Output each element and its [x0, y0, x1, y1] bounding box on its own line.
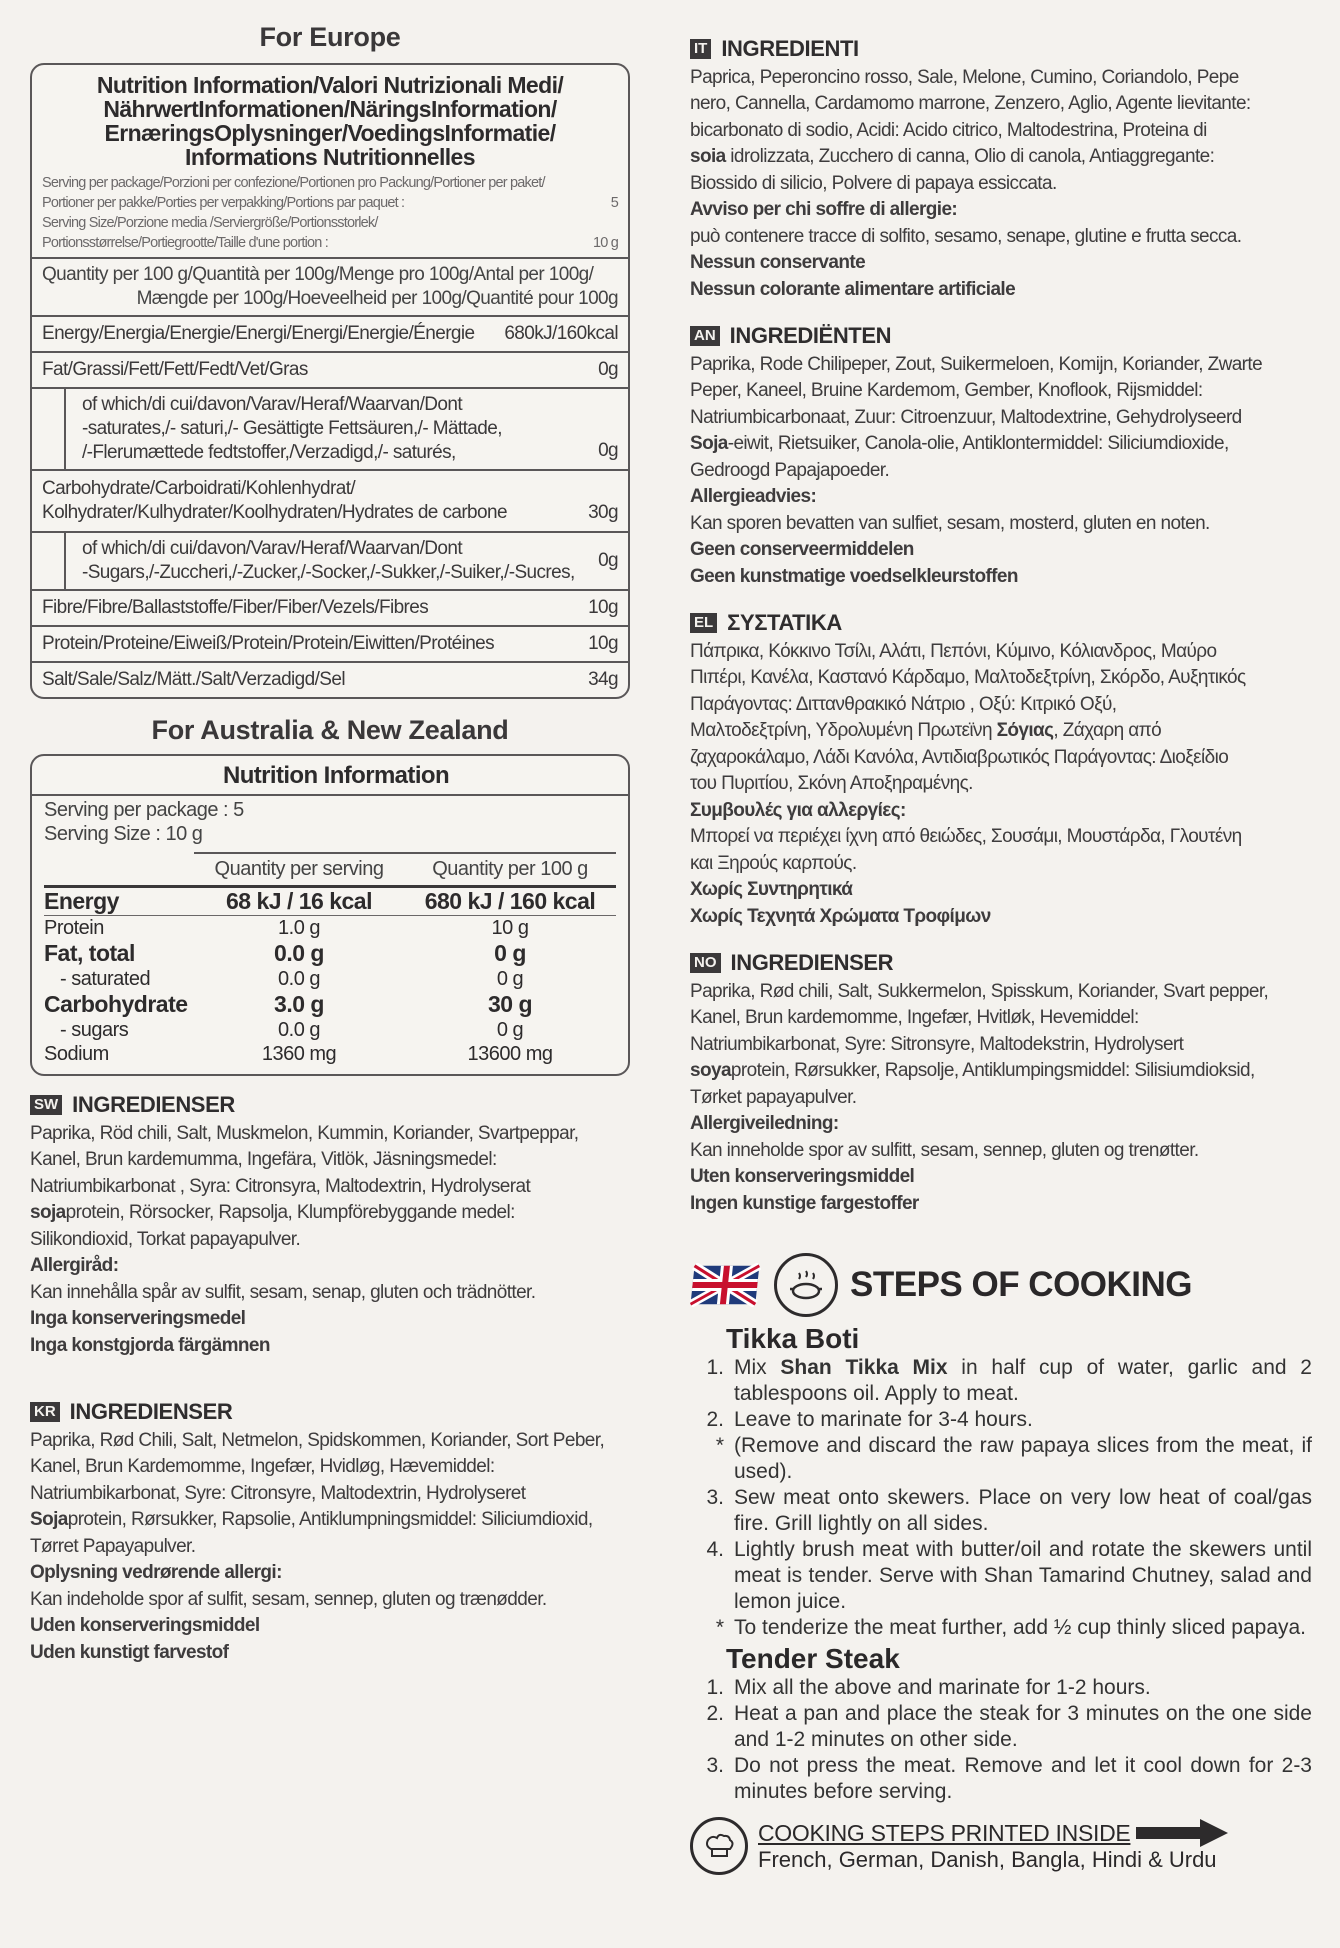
nutrient-value: 680kJ/160kcal — [504, 323, 618, 344]
no-preservative: Uten konserveringsmiddel — [690, 1166, 915, 1187]
anz-serving-info — [44, 796, 616, 846]
step-text-part: Lightly brush meat with butter/oil and rotate the skewers until meat is tender. Serve with Shan Tamarind Chutney, salad and lemon juice. — [734, 1538, 1312, 1613]
serving-value: 68 kJ / 16 kcal — [194, 887, 404, 916]
step-text — [734, 1675, 1312, 1701]
serving-size-value: 10 g — [592, 235, 618, 251]
allergen-bold: Σόγιας — [996, 720, 1054, 741]
cooking-step — [690, 1433, 1312, 1485]
serving-per-package-label: Portioner per pakke/Porties per verpakking/Portions par paquet : — [42, 195, 405, 211]
right-column — [690, 36, 1312, 1875]
allergy-text: Kan inneholde spor av sulfitt, sesam, sennep, gluten og trenøtter. — [690, 1139, 1199, 1161]
nutrient-row-protein — [32, 627, 628, 663]
no-colour: Ingen kunstige fargestoffer — [690, 1192, 919, 1214]
table-row — [44, 887, 616, 916]
step-text — [734, 1355, 1312, 1407]
table-header-blank — [44, 853, 194, 887]
language-code-badge: EL — [690, 613, 717, 633]
language-code-badge: KR — [30, 1402, 60, 1422]
table-header-row — [44, 853, 616, 887]
serving-value: 3.0 g — [274, 991, 324, 1017]
language-code-badge: IT — [690, 39, 711, 59]
ingredient-line: Παράγοντας: Διττανθρακικό Νάτριο , Οξύ: Κιτρικό Οξύ, — [690, 693, 1117, 715]
ingredient-line: ζαχαροκάλαμο, Λάδι Κανόλα, Αντιδιαβρωτικός Παράγοντας: Διοξείδιο — [690, 746, 1229, 768]
serving-value: 0.0 g — [274, 940, 324, 966]
nutrient-label: Carbohydrate — [44, 991, 188, 1017]
europe-title: For Europe — [259, 22, 401, 52]
ingredient-line: Πιπέρι, Κανέλα, Καστανό Κάρδαμο, Μαλτοδεξτρίνη, Σκόρδο, Αυξητικός — [690, 667, 1246, 688]
nutrient-label: of which/di cui/davon/Varav/Heraf/Waarvan/Dont — [82, 394, 463, 415]
no-colour: Uden kunstigt farvestof — [30, 1641, 229, 1663]
step-text — [734, 1433, 1312, 1485]
footer-printed-inside: COOKING STEPS PRINTED INSIDE — [758, 1819, 1131, 1846]
ingredient-line: Paprika, Rode Chilipeper, Zout, Suikermeloen, Komijn, Koriander, Zwarte — [690, 353, 1263, 375]
table-row — [44, 916, 616, 941]
allergy-text: Kan innehålla spår av sulfit, sesam, senap, gluten och trädnötter. — [30, 1281, 536, 1303]
per100-value: 13600 mg — [467, 1043, 553, 1065]
cooking-step — [690, 1537, 1312, 1615]
allergy-text: Kan sporen bevatten van sulfiet, sesam, mosterd, gluten en noten. — [690, 512, 1210, 534]
ingredient-line: Paprica, Peperoncino rosso, Sale, Melone, Cumino, Coriandolo, Pepe — [690, 66, 1239, 88]
ingredient-line: Natriumbicarbonaat, Zuur: Citroenzuur, Maltodextrine, Gehydrolyseerd — [690, 406, 1242, 428]
anz-title: For Australia & New Zealand — [151, 715, 509, 745]
ingredient-line: Gedroogd Papajapoeder. — [690, 459, 890, 481]
serving-value: 1.0 g — [278, 917, 320, 939]
nutrient-row-salt — [32, 663, 628, 697]
nutrient-row-fibre — [32, 591, 628, 627]
step-number: 1. — [706, 1676, 724, 1699]
nutrient-value: 10g — [588, 597, 618, 618]
product-name: Shan Tikka Mix — [780, 1356, 948, 1379]
nutrient-label: Fibre/Fibre/Ballaststoffe/Fiber/Fiber/Vezels/Fibres — [42, 597, 429, 618]
allergy-text: Kan indeholde spor af sulfit, sesam, sennep, gluten og trænødder. — [30, 1588, 547, 1610]
arrow-right-icon — [1136, 1819, 1228, 1847]
nutrient-label: Protein — [44, 917, 104, 939]
nutrient-row-carbohydrate — [32, 471, 628, 533]
step-number: * — [715, 1434, 724, 1457]
per100-value: 0 g — [494, 940, 526, 966]
no-preservative: Χωρίς Συντηρητικά — [690, 879, 853, 900]
ingredients-title: INGREDIËNTEN — [729, 323, 892, 348]
quantity-line: Mængde per 100g/Hoeveelheid per 100g/Quantité pour 100g — [136, 288, 618, 309]
nutrient-label: Sodium — [44, 1043, 109, 1065]
anz-serving-per-package: Serving per package : 5 — [44, 799, 244, 821]
per100-value: 0 g — [496, 1019, 524, 1041]
no-preservative: Inga konserveringsmedel — [30, 1308, 246, 1329]
ingredient-line: Kanel, Brun kardemomme, Ingefær, Hvitløk, Hevemiddel: — [690, 1007, 1139, 1028]
ingredient-line: idrolizzata, Zucchero di canna, Olio di canola, Antiaggregante: — [725, 146, 1215, 167]
cooking-footer — [690, 1817, 1312, 1875]
allergen-bold: Soja — [690, 433, 728, 454]
nutrient-label: - saturated — [60, 968, 151, 990]
allergen-bold: soia — [690, 146, 726, 167]
step-text-part: Heat a pan and place the steak for 3 minutes on the one side and 1-2 minutes on other side. — [734, 1702, 1312, 1751]
step-text — [734, 1753, 1312, 1805]
ingredient-line: Μαλτοδεξτρίνη, Υδρολυμένη Πρωτεϊνη — [690, 720, 997, 741]
table-header-100g: Quantity per 100 g — [404, 853, 616, 887]
serving-value: 0.0 g — [278, 968, 320, 990]
language-code-badge: AN — [690, 326, 720, 346]
ingredient-line: Biossido di silicio, Polvere di papaya essiccata. — [690, 172, 1057, 194]
recipe-title-tikka: Tikka Boti — [726, 1323, 860, 1354]
anz-nutrition-header: Nutrition Information — [32, 762, 628, 796]
cooking-section — [690, 1253, 1312, 1875]
allergy-text: può contenere tracce di solfito, sesamo, senape, glutine e frutta secca. — [690, 225, 1242, 247]
no-preservative: Uden konserveringsmiddel — [30, 1615, 260, 1636]
ingredient-line: Πάπρικα, Κόκκινο Τσίλι, Αλάτι, Πεπόνι, Κύμινο, Κόλιανδρος, Μαύρο — [690, 640, 1217, 662]
ingredient-line: Natriumbikarbonat, Syre: Citronsyre, Maltodextrin, Hydrolyseret — [30, 1482, 526, 1504]
serving-per-package-value: 5 — [610, 195, 618, 211]
step-number: 2. — [706, 1408, 724, 1431]
nutrient-label: Energy — [44, 887, 194, 916]
europe-quantity-header — [32, 257, 628, 317]
ingredients-an — [690, 323, 1312, 590]
step-text — [734, 1615, 1312, 1641]
ingredient-line: Tørket papayapulver. — [690, 1086, 857, 1108]
allergy-label: Avviso per chi soffre di allergie: — [690, 199, 958, 220]
cooking-step — [690, 1675, 1312, 1701]
per100-value: 10 g — [491, 917, 529, 939]
nutrient-value: 0g — [598, 359, 618, 380]
nutrient-row-saturates — [32, 389, 628, 471]
nutrient-row-energy — [32, 317, 628, 353]
per100-value: 0 g — [496, 968, 524, 990]
ingredients-title: INGREDIENSER — [72, 1092, 235, 1117]
europe-serving-info — [32, 173, 628, 257]
table-row — [44, 940, 616, 967]
step-number: 4. — [706, 1538, 724, 1561]
allergy-label: Συμβουλές για αλλεργίες: — [690, 799, 906, 821]
nutrient-label: Fat, total — [44, 940, 135, 966]
serving-per-package-label: Serving per package/Porzioni per confezione/Portionen pro Packung/Portioner per paket/ — [42, 175, 545, 191]
ingredient-line: Natriumbikarbonat , Syra: Citronsyra, Maltodextrin, Hydrolyserat — [30, 1175, 531, 1197]
ingredient-line: Peper, Kaneel, Bruine Kardemom, Gember, Knoflook, Rijsmiddel: — [690, 380, 1203, 401]
table-row — [44, 967, 616, 991]
left-column — [30, 22, 630, 1666]
table-row — [44, 1018, 616, 1042]
nutrient-label: Energy/Energia/Energie/Energi/Energi/Energie/Énergie — [42, 323, 475, 344]
language-code-badge: SW — [30, 1095, 62, 1115]
step-number: 3. — [706, 1754, 724, 1777]
step-number: * — [715, 1616, 724, 1639]
step-text — [734, 1485, 1312, 1537]
nutrient-row-fat — [32, 353, 628, 389]
ingredient-line: Paprika, Rød chili, Salt, Sukkermelon, Spisskum, Koriander, Svart pepper, — [690, 980, 1269, 1002]
step-text — [734, 1701, 1312, 1753]
serving-value: 1360 mg — [261, 1043, 337, 1065]
allergy-label: Allergieadvies: — [690, 486, 817, 507]
ingredient-line: Kanel, Brun Kardemomme, Ingefær, Hvidløg, Hævemiddel: — [30, 1456, 495, 1477]
serving-size-label: Portionsstørrelse/Portiegrootte/Taille d'une portion : — [42, 235, 328, 251]
allergy-label: Allergiråd: — [30, 1255, 119, 1276]
nutrient-label: Carbohydrate/Carboidrati/Kohlenhydrat/ — [42, 478, 356, 499]
nutrient-label: Protein/Proteine/Eiweiß/Protein/Protein/Eiwitten/Protéines — [42, 633, 495, 654]
footer-languages: French, German, Danish, Bangla, Hindi & Urdu — [758, 1847, 1217, 1872]
ingredients-title: INGREDIENSER — [69, 1399, 233, 1424]
nutrient-label: Salt/Sale/Salz/Mätt./Salt/Verzadigd/Sel — [42, 669, 345, 690]
allergen-bold: Soja — [30, 1509, 68, 1530]
serving-value: 0.0 g — [278, 1019, 320, 1041]
no-colour: Χωρίς Τεχνητά Χρώματα Τροφίμων — [690, 905, 991, 927]
step-text-part: Mix all the above and marinate for 1-2 hours. — [734, 1676, 1151, 1699]
allergy-text: και Ξηρούς καρπούς. — [690, 852, 857, 874]
recipe-title-steak: Tender Steak — [726, 1643, 900, 1674]
allergen-bold: soya — [690, 1060, 731, 1081]
allergy-text: Μπορεί να περιέχει ίχνη από θειώδες, Σουσάμι, Μουστάρδα, Γλουτένη — [690, 826, 1242, 847]
ingredient-line: Silikondioxid, Torkat papayapulver. — [30, 1228, 301, 1250]
nutrient-value: 0g — [598, 550, 618, 571]
step-number: 2. — [706, 1702, 724, 1725]
per100-value: 30 g — [487, 991, 533, 1017]
ingredient-line: Kanel, Brun kardemumma, Ingefära, Vitlök, Jäsningsmedel: — [30, 1149, 497, 1170]
no-colour: Nessun colorante alimentare artificiale — [690, 278, 1016, 300]
steak-steps-list — [690, 1675, 1312, 1805]
ingredient-line: Natriumbikarbonat, Syre: Sitronsyre, Maltodekstrin, Hydrolysert — [690, 1033, 1184, 1055]
language-code-badge: NO — [690, 953, 721, 973]
step-number: 3. — [706, 1486, 724, 1509]
anz-serving-size: Serving Size : 10 g — [44, 823, 203, 845]
step-number: 1. — [706, 1356, 724, 1379]
ingredient-line: bicarbonato di sodio, Acidi: Acido citrico, Maltodestrina, Proteina di — [690, 119, 1207, 141]
nutrient-value: 0g — [598, 440, 618, 461]
ingredient-line: protein, Rørsukker, Rapsolje, Antiklumpingsmiddel: Silisiumdioksid, — [730, 1060, 1255, 1081]
quantity-line: Quantity per 100 g/Quantità per 100g/Menge pro 100g/Antal per 100g/ — [42, 264, 594, 285]
ingredients-no — [690, 950, 1312, 1217]
nutrient-label: - sugars — [60, 1019, 129, 1041]
ingredients-title: INGREDIENTI — [721, 36, 859, 61]
cooking-step — [690, 1753, 1312, 1805]
ingredient-line: Paprika, Rød Chili, Salt, Netmelon, Spidskommen, Koriander, Sort Peber, — [30, 1429, 605, 1451]
ingredients-sw — [30, 1092, 630, 1359]
anz-nutrition-table — [44, 852, 616, 1066]
chef-hat-icon — [690, 1817, 748, 1875]
header-line: Nutrition Information/Valori Nutrizionali Medi/ — [96, 72, 564, 98]
cooking-step — [690, 1615, 1312, 1641]
cooking-title: STEPS OF COOKING — [850, 1265, 1193, 1304]
nutrient-label: Kolhydrater/Kulhydrater/Koolhydraten/Hydrates de carbone — [42, 502, 507, 523]
no-preservative: Geen conserveermiddelen — [690, 539, 914, 560]
nutrient-label: of which/di cui/davon/Varav/Heraf/Waarvan/Dont — [82, 538, 463, 559]
ingredients-title: ΣΥΣΤΑΤΙΚΑ — [727, 610, 842, 635]
cooking-step — [690, 1485, 1312, 1537]
ingredient-line: protein, Rörsocker, Rapsolja, Klumpförebyggande medel: — [65, 1202, 515, 1223]
header-line: ErnæringsOplysninger/VoedingsInformatie/ — [104, 120, 556, 146]
ingredients-it — [690, 36, 1312, 303]
step-text-part: Leave to marinate for 3-4 hours. — [734, 1408, 1033, 1431]
nutrient-value: 10g — [588, 633, 618, 654]
nutrient-label: /-Flerumættede fedtstoffer,/Verzadigd,/- saturés, — [82, 442, 456, 463]
ingredient-line: Tørret Papayapulver. — [30, 1535, 196, 1557]
nutrient-label: Fat/Grassi/Fett/Fett/Fedt/Vet/Gras — [42, 359, 308, 380]
no-preservative: Nessun conservante — [690, 252, 866, 273]
europe-nutrition-box — [30, 63, 630, 699]
nutrient-value: 30g — [588, 502, 618, 523]
header-line: NährwertInformationen/NäringsInformation/ — [103, 96, 557, 122]
step-text-part: Mix — [734, 1356, 781, 1379]
cooking-pot-icon — [774, 1253, 838, 1317]
header-line: Informations Nutritionnelles — [185, 144, 475, 170]
nutrient-label: -saturates,/- saturi,/- Gesättigte Fettsäuren,/- Mättade, — [82, 418, 502, 439]
nutrient-value: 34g — [588, 669, 618, 690]
step-text — [734, 1407, 1312, 1433]
step-text-part: Sew meat onto skewers. Place on very low heat of coal/gas fire. Grill lightly on all sides. — [734, 1486, 1312, 1535]
ingredients-el — [690, 610, 1312, 930]
table-row — [44, 991, 616, 1018]
table-row — [44, 1042, 616, 1066]
ingredients-title: INGREDIENSER — [730, 950, 894, 975]
ingredient-line: nero, Cannella, Cardamomo marrone, Zenzero, Aglio, Agente lievitante: — [690, 93, 1251, 114]
nutrient-label: -Sugars,/-Zuccheri,/-Zucker,/-Socker,/-Sukker,/-Suiker,/-Sucres, — [82, 562, 575, 583]
ingredient-line: , Ζάχαρη από — [1053, 720, 1162, 741]
serving-size-label: Serving Size/Porzione media /Serviergröße/Portionsstorlek/ — [42, 215, 378, 231]
anz-nutrition-box — [30, 754, 630, 1076]
cooking-step — [690, 1407, 1312, 1433]
allergy-label: Allergiveiledning: — [690, 1113, 839, 1134]
per100-value: 680 kJ / 160 kcal — [404, 887, 616, 916]
step-text-part: in half cup of water, garlic and 2 tablespoons oil. Apply to meat. — [734, 1356, 1312, 1405]
step-text-part: (Remove and discard the raw papaya slices from the meat, if used). — [734, 1434, 1312, 1483]
step-text — [734, 1537, 1312, 1615]
step-text-part: Do not press the meat. Remove and let it cool down for 2-3 minutes before serving. — [734, 1754, 1312, 1803]
table-header-serving: Quantity per serving — [194, 853, 404, 887]
no-colour: Geen kunstmatige voedselkleurstoffen — [690, 565, 1018, 587]
ingredient-line: του Πυριτίου, Σκόνη Αποξηραμένης. — [690, 773, 973, 794]
cooking-step — [690, 1701, 1312, 1753]
step-text-part: To tenderize the meat further, add ½ cup thinly sliced papaya. — [734, 1616, 1307, 1639]
allergy-label: Oplysning vedrørende allergi: — [30, 1562, 282, 1583]
no-colour: Inga konstgjorda färgämnen — [30, 1334, 270, 1356]
ingredient-line: Paprika, Röd chili, Salt, Muskmelon, Kummin, Koriander, Svartpeppar, — [30, 1122, 579, 1144]
nutrient-row-sugars — [32, 533, 628, 591]
ingredient-line: protein, Rørsukker, Rapsolie, Antiklumpningsmiddel: Siliciumdioxid, — [67, 1509, 593, 1530]
cooking-step — [690, 1355, 1312, 1407]
tikka-steps-list — [690, 1355, 1312, 1641]
uk-flag-icon — [690, 1263, 762, 1307]
europe-nutrition-header — [32, 65, 628, 173]
allergen-bold: soja — [30, 1202, 66, 1223]
ingredients-kr — [30, 1399, 630, 1666]
ingredient-line: -eiwit, Rietsuiker, Canola-olie, Antiklontermiddel: Siliciumdioxide, — [727, 433, 1229, 454]
